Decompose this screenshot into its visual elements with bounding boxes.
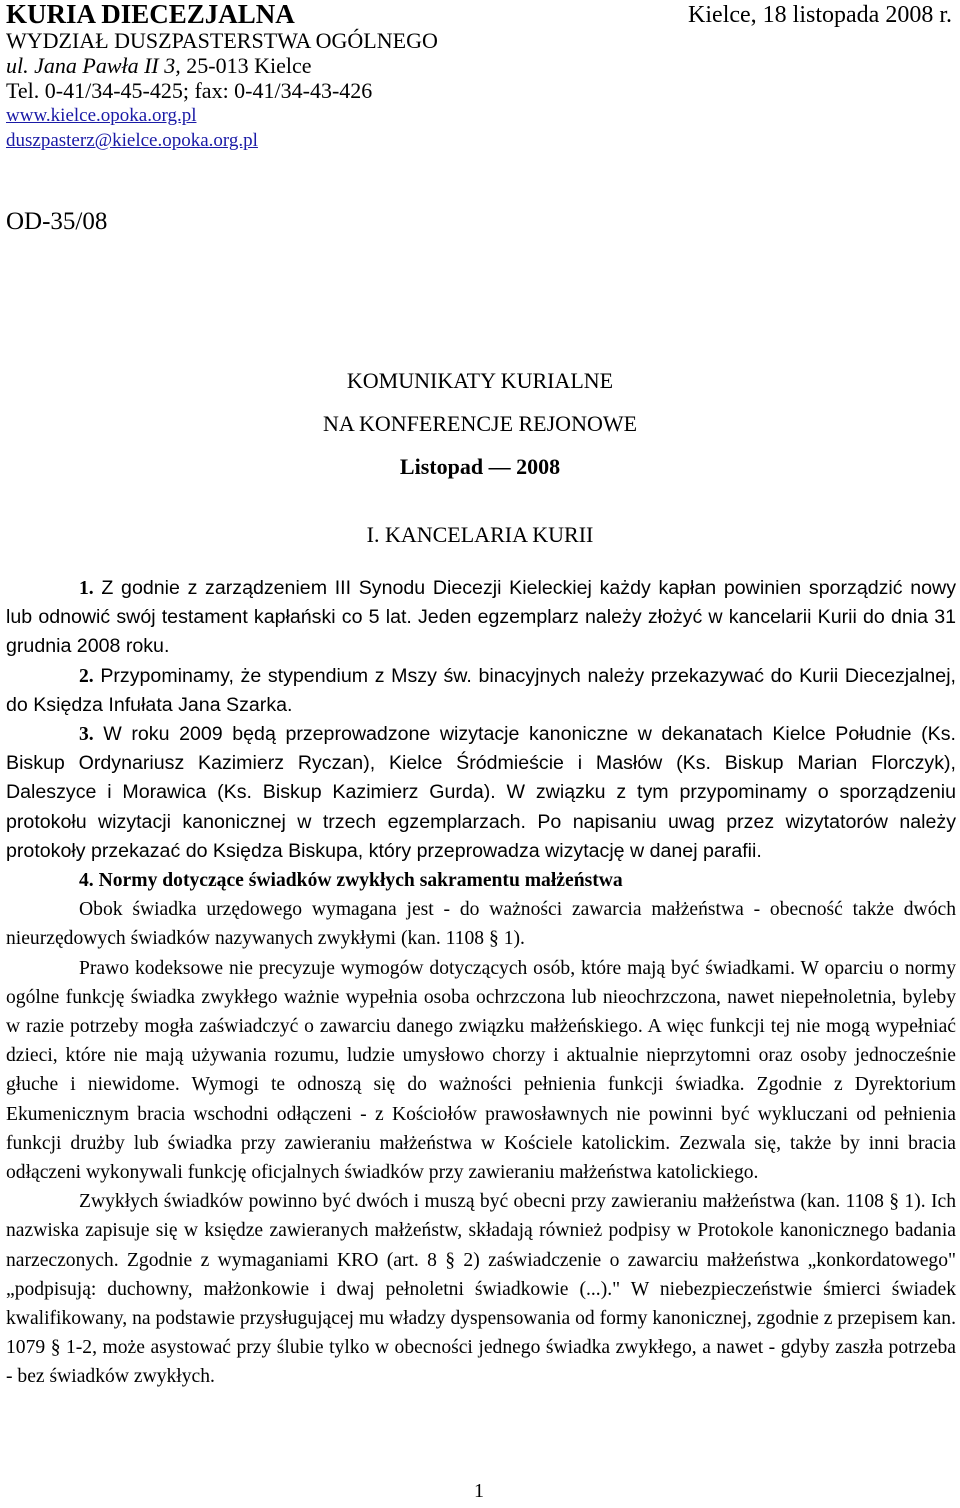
- document-body: [6, 574, 956, 1392]
- item-4-number: 4.: [79, 870, 94, 892]
- section-heading: I. KANCELARIA KURII: [366, 522, 594, 547]
- item-4-heading: [6, 866, 956, 895]
- item-1-text: Z godnie z zarządzeniem III Synodu Diecezji Kieleckiej każdy kapłan powinien sporządzić nowy lub odnowić swój testament kapłański co 5 lat. Jeden egzemplarz należy złożyć w kancelarii Kurii do dnia 31 grudnia 2008 roku.: [6, 577, 956, 658]
- email-link[interactable]: duszpasterz@kielce.opoka.org.pl: [6, 130, 258, 151]
- letterhead: [6, 0, 566, 153]
- item-1-number: 1.: [79, 578, 94, 599]
- paragraph-1: Obok świadka urzędowego wymagana jest - do ważności zawarcia małżeństwa - obecność także dwóch nieurzędowych świadków nazywanych zwykłymi (kan. 1108 § 1).: [6, 899, 956, 950]
- page-number: 1: [474, 1480, 484, 1502]
- paragraph-2: Prawo kodeksowe nie precyzuje wymogów dotyczących osób, które mają być świadkami. W oparciu o normy ogólne funkcję świadka zwykłego ważnie wypełnia osoba ochrzczona lub nieochrzczona, nawet niepełnoletnia, byleby w razie potrzeby mogła zaświadczyć o zawarciu danego związku małżeńskiego. A więc funkcji tej nie mogą wypełniać dzieci, które nie mają używania rozumu, ludzie umysłowo chorzy i aktualnie nieprzytomni oraz osoby jednocześnie głuche i niewidome. Wymogi te odnoszą się do ważności pełnienia funkcji świadka. Zgodnie z Dyrektorium Ekumenicznym bracia wschodni odłączeni - z Kościołów prawosławnych nie powinni być wykluczani od pełnienia funkcji drużby lub świadka przy zawieraniu małżeństwa w Kościele katolickim. Zezwala się, także by inni bracia odłączeni wykonywali funkcję oficjalnych świadków przy zawieraniu małżeństwa katolickiego.: [6, 957, 956, 1184]
- website-link[interactable]: www.kielce.opoka.org.pl: [6, 105, 197, 126]
- paragraph-3: Zwykłych świadków powinno być dwóch i muszą być obecni przy zawieraniu małżeństwa (kan. 1108 § 1). Ich nazwiska zapisuje się w księdze zawieranych małżeństw, składają również podpisy w Protokole kanonicznego badania narzeczonych. Zgodnie z wymaganiami KRO (art. 8 § 2) zaświadczenie o zawarciu małżeństwa „konkordatowego" „podpisują: duchowny, małżonkowie i dwaj pełnoletni świadkowie (...)." W niebezpieczeństwie śmierci świadek kwalifikowany, na podstawie przysługującej mu władzy dyspensowania od formy kanonicznej, zgodnie z przepisem kan. 1079 § 1-2, może asystować przy ślubie tylko w obecności jednego świadka zwykłego, a nawet - gdyby zaszła potrzeba - bez świadków zwykłych.: [6, 1191, 956, 1388]
- item-4-title: Normy dotyczące świadków zwykłych sakramentu małżeństwa: [93, 870, 623, 892]
- item-1: [6, 574, 956, 662]
- item-2-number: 2.: [79, 665, 94, 687]
- item-3: [6, 720, 956, 866]
- postal-city: 25-013 Kielce: [180, 53, 312, 78]
- item-2-text: Przypominamy, że stypendium z Mszy św. binacyjnych należy przekazywać do Kurii Diecezjalnej, do Księdza Infułata Jana Szarka.: [6, 664, 956, 716]
- reference-number: OD-35/08: [6, 208, 108, 235]
- phone-fax: Tel. 0-41/34-45-425; fax: 0-41/34-43-426: [6, 78, 373, 103]
- street: ul. Jana Pawła II 3,: [6, 53, 181, 78]
- title-month: Listopad — 2008: [399, 454, 561, 479]
- item-2: [6, 662, 956, 720]
- item-3-number: 3.: [79, 724, 94, 746]
- address: [6, 53, 566, 78]
- letter-date: Kielce, 18 listopada 2008 r.: [688, 2, 952, 28]
- item-3-text: W roku 2009 będą przeprowadzone wizytacje kanoniczne w dekanatach Kielce Południe (Ks. Biskup Ordynariusz Kazimierz Ryczan), Kielce Śródmieście i Masłów (Ks. Biskup Marian Florczyk), Daleszyce i Morawica (Ks. Biskup Kazimierz Gurda). W związku z tym przypominamy o sporządzeniu protokołu wizytacji kanonicznej w trzech egzemplarzach. Po napisaniu uwag przez wizytatorów należy protokoły przekazać do Księdza Biskupa, który przeprowadza wizytację w danej parafii.: [6, 723, 956, 862]
- org-name: KURIA DIECEZJALNA: [6, 0, 295, 29]
- department-name: WYDZIAŁ DUSZPASTERSTWA OGÓLNEGO: [6, 28, 438, 53]
- title-line-1: KOMUNIKATY KURIALNE: [346, 368, 614, 393]
- title-line-2: NA KONFERENCJE REJONOWE: [322, 411, 638, 436]
